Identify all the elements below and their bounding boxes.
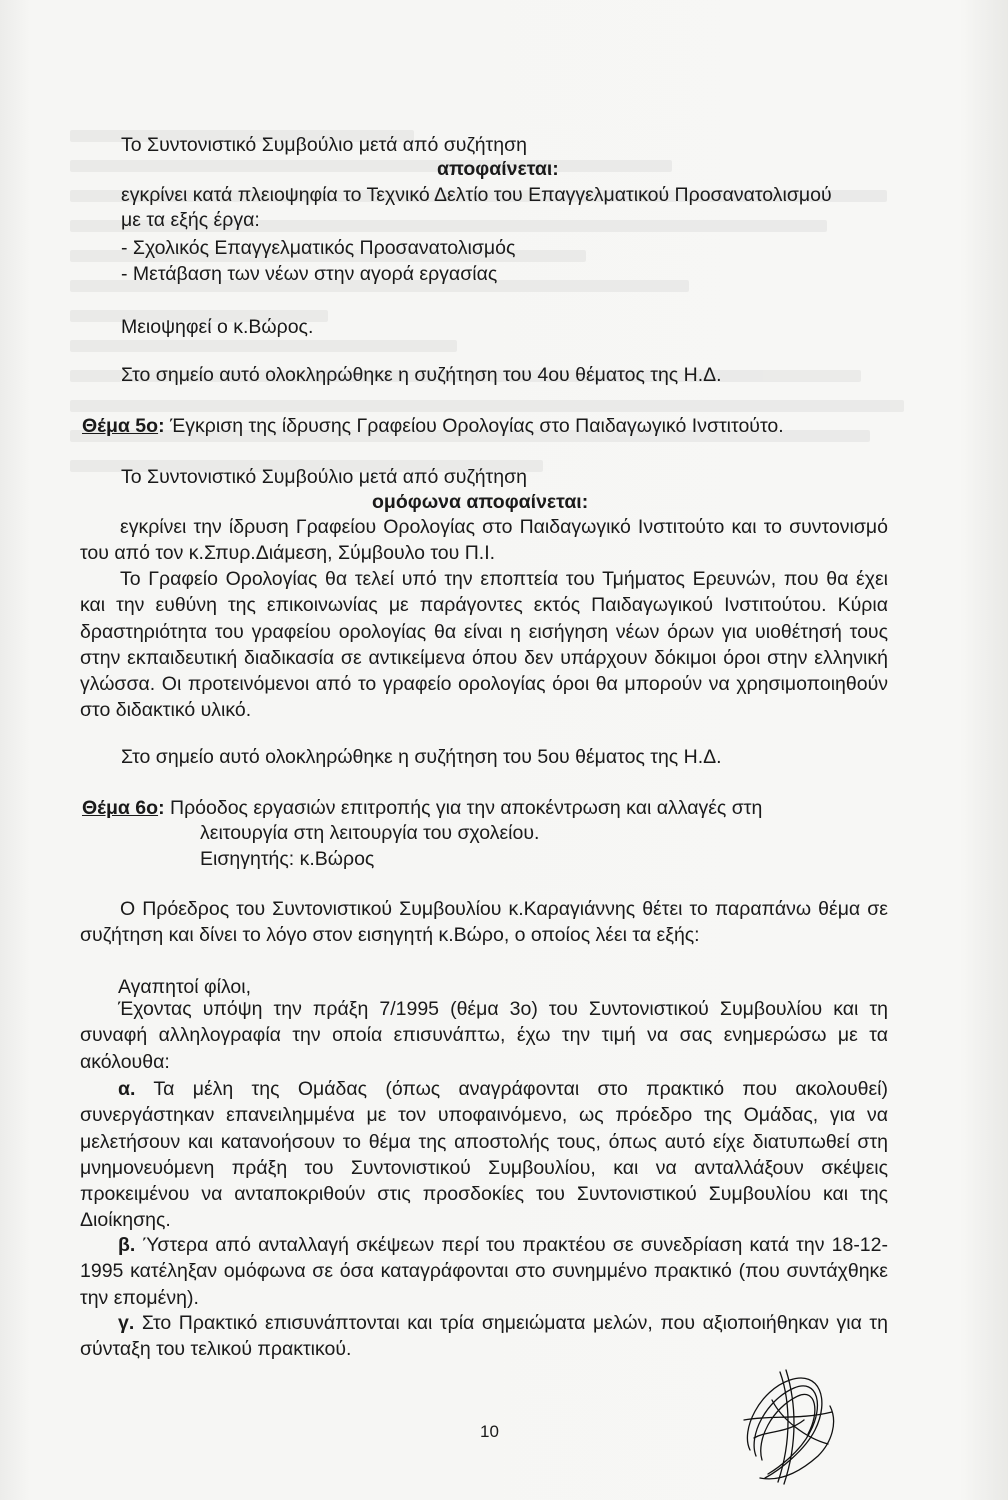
topic-6-heading xyxy=(82,796,762,820)
topic-6-title-2: λειτουργία στη λειτουργία του σχολείου. xyxy=(200,822,540,844)
topic-6-label: Θέμα 6ο xyxy=(82,797,159,819)
point-a-text: Τα μέλη της Ομάδας (όπως αναγράφονται στο πρακτικό που ακολουθεί) συνεργάστηκαν επανειλημμένα με τον υποφαινόμενο, ως πρόεδρο της Ομάδας, για να μελετήσουν και κατανοήσουν το θέμα της αποστολής τους, όπως αυτό είχε διατυπωθεί στη μνημονευόμενη πράξη του Συντονιστικού Συμβουλίου, και να ανταλλάξουν σκέψεις προκειμένου να ανταποκριθούν στις προσδοκίες του Συντονιστικού Συμβουλίου και της Διοίκησης. xyxy=(80,1078,888,1232)
point-a xyxy=(80,1076,888,1234)
minority-vote: Μειοψηφεί ο κ.Βώρος. xyxy=(121,316,314,338)
topic-6-sep: : xyxy=(158,797,165,819)
topic-6-rapporteur: Εισηγητής: κ.Βώρος xyxy=(200,848,375,870)
decision-item-2: - Μετάβαση των νέων στην αγορά εργασίας xyxy=(121,263,498,285)
topic-5-title: Έγκριση της ίδρυσης Γραφείου Ορολογίας στο Παιδαγωγικό Ινστιτούτο. xyxy=(164,415,784,437)
point-b-marker: β. xyxy=(118,1234,136,1256)
intro-text: Έχοντας υπόψη την πράξη 7/1995 (θέμα 3ο) του Συντονιστικού Συμβουλίου και τη συναφή αλληλογραφία την οποία επισυνάπτω, έχω την τιμή να σας ενημερώσω με τα ακόλουθα: xyxy=(80,998,888,1073)
end-topic-4: Στο σημείο αυτό ολοκληρώθηκε η συζήτηση του 4ου θέματος της Η.Δ. xyxy=(121,364,722,386)
decision-body-5b: Το Γραφείο Ορολογίας θα τελεί υπό την εποπτεία του Τμήματος Ερευνών, που θα έχει και την ευθύνη της επικοινωνίας με παράγοντες εκτός Παιδαγωγικού Ινστιτούτου. Κύρια δραστηριότητα του γραφείου ορολογίας θα είναι η εισήγηση νέων όρων για υιοθέτησή τους στην εκπαιδευτική διαδικασία σε αντικείμενα όπου δεν υπάρχουν δόκιμοι όροι στην ελληνική γλώσσα. Οι προτεινόμενοι από το γραφείο ορολογίας όροι θα μπορούν να χρησιμοποιηθούν στο διδακτικό υλικό. xyxy=(80,568,888,722)
council-intro-1: Το Συντονιστικό Συμβούλιο μετά από συζήτηση xyxy=(121,134,527,156)
point-c-marker: γ. xyxy=(118,1312,135,1334)
point-c-text: Στο Πρακτικό επισυνάπτονται και τρία σημειώματα μελών, που αξιοποιήθηκαν για τη σύνταξη του τελικού πρακτικού. xyxy=(80,1312,888,1361)
council-intro-2: Το Συντονιστικό Συμβούλιο μετά από συζήτηση xyxy=(121,466,527,488)
signature xyxy=(720,1360,850,1490)
point-c xyxy=(80,1310,888,1363)
page-number: 10 xyxy=(480,1422,499,1441)
topic-5-sep: : xyxy=(158,415,165,437)
greeting: Αγαπητοί φίλοι, xyxy=(118,976,252,998)
decision-heading-1: αποφαίνεται: xyxy=(437,158,559,180)
decision-line-2: με τα εξής έργα: xyxy=(121,209,260,231)
chair-statement: Ο Πρόεδρος του Συντονιστικού Συμβουλίου κ.Καραγιάννης θέτει το παραπάνω θέμα σε συζήτηση και δίνει το λόγο στον εισηγητή κ.Βώρο, ο οποίος λέει τα εξής: xyxy=(80,898,888,947)
point-b xyxy=(80,1232,888,1311)
topic-5-label: Θέμα 5ο xyxy=(82,415,159,437)
point-a-marker: α. xyxy=(118,1078,136,1100)
point-b-text: Ύστερα από ανταλλαγή σκέψεων περί του πρακτέου σε συνεδρίαση κατά την 18-12-1995 κατέληξαν ομόφωνα σε όσα καταγράφονται στο συνημμένο πρακτικό (που συντάχθηκε την επομένη). xyxy=(80,1234,888,1309)
decision-heading-2: ομόφωνα αποφαίνεται: xyxy=(372,491,589,513)
decision-body-5a: εγκρίνει την ίδρυση Γραφείου Ορολογίας στο Παιδαγωγικό Ινστιτούτο και το συντονισμό του από τον κ.Σπυρ.Διάμεση, Σύμβουλο του Π.Ι. xyxy=(80,516,888,565)
decision-line-1: εγκρίνει κατά πλειοψηφία το Τεχνικό Δελτίο του Επαγγελματικού Προσανατολισμού xyxy=(121,184,832,206)
decision-item-1: - Σχολικός Επαγγελματικός Προσανατολισμός xyxy=(121,237,516,259)
end-topic-5: Στο σημείο αυτό ολοκληρώθηκε η συζήτηση του 5ου θέματος της Η.Δ. xyxy=(121,746,722,768)
topic-6-title-1: Πρόοδος εργασιών επιτροπής για την αποκέντρωση και αλλαγές στη xyxy=(164,797,763,819)
topic-5-heading xyxy=(82,414,784,438)
